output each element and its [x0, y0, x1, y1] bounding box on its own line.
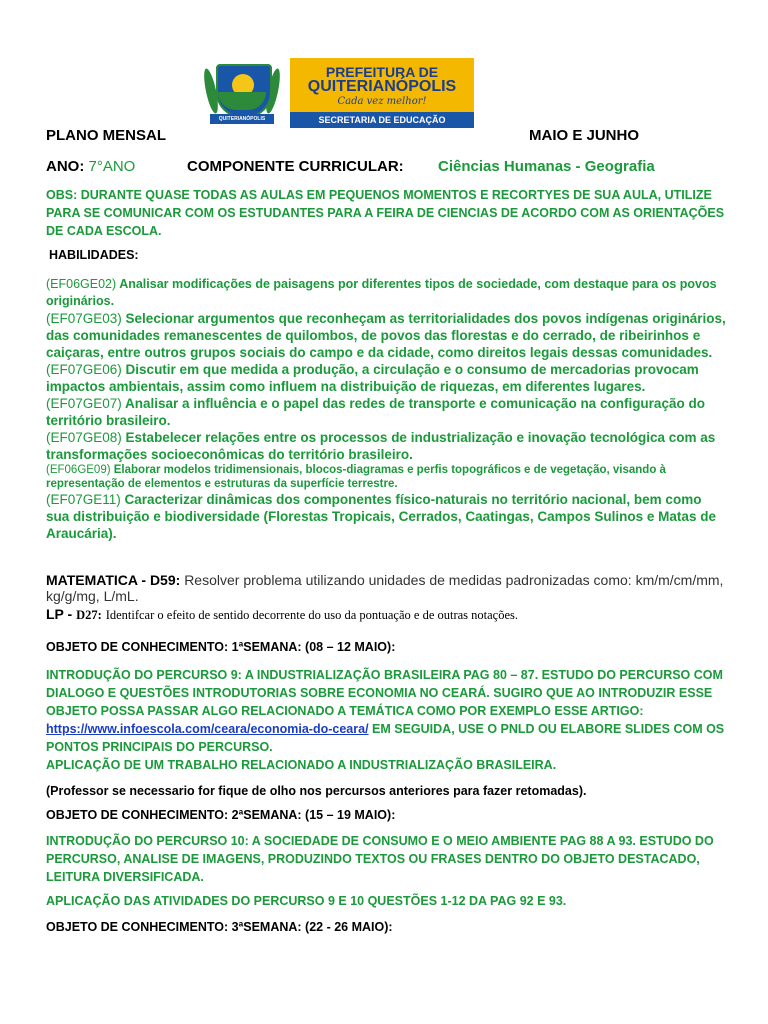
habilidade-text: Elaborar modelos tridimensionais, blocos-diagramas e perfis topográficos e de vegetação, visando à representação de elementos e estruturas da superfície terrestre. — [46, 464, 666, 490]
habilidade-item — [46, 463, 726, 491]
prefeitura-brand — [290, 58, 474, 128]
semana2-intro: INTRODUÇÃO DO PERCURSO 10: A SOCIEDADE DE CONSUMO E O MEIO AMBIENTE PAG 88 A 93. ESTUDO DO PERCURSO, ANALISE DE IMAGENS, PRODUZINDO TEXTOS OU FRASES DENTRO DO OBJETO DESTACADO, LEITURA DIVERSIFICADA. — [46, 834, 714, 884]
habilidade-code: (EF07GE07) — [46, 396, 122, 411]
lp-text: Identifcar o efeito de sentido decorrente do uso da pontuação e de outras notações. — [105, 608, 519, 622]
lp-code: D27: — [76, 608, 102, 622]
semana1-intro — [46, 666, 726, 756]
artigo-link[interactable]: https://www.infoescola.com/ceara/economia-do-ceara/ — [46, 722, 369, 736]
habilidade-code: (EF07GE11) — [46, 492, 121, 507]
habilidades-title: HABILIDADES: — [49, 248, 139, 262]
semana1-aplicacao: APLICAÇÃO DE UM TRABALHO RELACIONADO A INDUSTRIALIZAÇÃO BRASILEIRA. — [46, 758, 557, 772]
crest-ribbon: QUITERIANÓPOLIS — [210, 114, 274, 124]
periodo-title: MAIO E JUNHO — [529, 127, 640, 144]
habilidade-text: Discutir em que medida a produção, a circulação e o consumo de mercadorias provocam impactos ambientais, assim como influem na distribuição de riquezas, em diferentes lugares. — [46, 362, 699, 394]
habilidade-text: Estabelecer relações entre os processos de industrialização e inovação tecnológica com as transformações socioeconômicas do território brasileiro. — [46, 430, 716, 462]
semana2-heading: OBJETO DE CONHECIMENTO: 2ªSEMANA: (15 – 19 MAIO): — [46, 808, 396, 822]
habilidade-text: Caracterizar dinâmicas dos componentes físico-naturais no território nacional, bem como sua distribuição e biodiversidade (Florestas Tropicais, Cerrados, Caatingas, Campos Sulinos e Matas de Araucária). — [46, 492, 716, 541]
brand-line1: PREFEITURA DE — [325, 64, 439, 80]
habilidade-text: Analisar modificações de paisagens por diferentes tipos de sociedade, com destaque para os povos originários. — [46, 277, 717, 308]
semana1-heading: OBJETO DE CONHECIMENTO: 1ªSEMANA: (08 – 12 MAIO): — [46, 640, 396, 654]
ano-value: 7°ANO — [88, 158, 136, 175]
ano-label: ANO: — [46, 158, 85, 175]
habilidade-code: (EF07GE03) — [46, 311, 122, 326]
habilidade-item — [46, 491, 726, 542]
matematica-text: Resolver problema utilizando unidades de medidas padronizadas como: km/m/cm/mm, kg/g/mg, L/mL. — [46, 572, 724, 604]
ano-row — [46, 158, 726, 175]
componente-value: Ciências Humanas - Geografia — [438, 158, 655, 175]
habilidade-item — [46, 276, 726, 310]
matematica-block — [46, 572, 726, 604]
title-row — [46, 127, 726, 144]
lp-label: LP - — [46, 606, 73, 622]
habilidade-code: (EF07GE08) — [46, 430, 122, 445]
semana1-nota: (Professor se necessario for fique de olho nos percursos anteriores para fazer retomadas). — [46, 784, 587, 798]
habilidade-text: Selecionar argumentos que reconheçam as territorialidades dos povos indígenas originários, das comunidades remanescentes de quilombos, de povos das florestas e do cerrado, de ribeirinhos e caiçaras, entre outros grupos sociais do campo e da cidade, como direitos legais dessas comunidades. — [46, 311, 726, 360]
semana3-heading: OBJETO DE CONHECIMENTO: 3ªSEMANA: (22 - 26 MAIO): — [46, 920, 393, 934]
habilidade-item — [46, 395, 726, 429]
plano-title: PLANO MENSAL — [46, 127, 166, 144]
brand-line2: QUITERIANÓPOLIS — [307, 78, 457, 95]
semana1-intro-text: INTRODUÇÃO DO PERCURSO 9: A INDUSTRIALIZAÇÃO BRASILEIRA PAG 80 – 87. ESTUDO DO PERCURSO COM DIALOGO E QUESTÕES INTRODUTORIAS SOBRE ECONOMIA NO CEARÁ. SUGIRO QUE AO INTRODUZIR ESSE OBJETO POSSA PASSAR ALGO RELACIONADO A TEMÁTICA COMO POR EXEMPLO ESSE ARTIGO: — [46, 668, 723, 718]
habilidades-list — [46, 276, 726, 542]
habilidade-code: (EF07GE06) — [46, 362, 122, 377]
lp-block — [46, 606, 726, 623]
obs-paragraph: OBS: DURANTE QUASE TODAS AS AULAS EM PEQUENOS MOMENTOS E RECORTYES DE SUA AULA, UTILIZE PARA SE COMUNICAR COM OS ESTUDANTES PARA A FEIRA DE CIENCIAS DE ACORDO COM AS ORIENTAÇÕES DE CADA ESCOLA. — [46, 188, 725, 238]
habilidade-item — [46, 429, 726, 463]
brand-strip: SECRETARIA DE EDUCAÇÃO — [290, 112, 474, 128]
habilidade-text: Analisar a influência e o papel das redes de transporte e comunicação na configuração do território brasileiro. — [46, 396, 705, 428]
semana1-intro-after: EM SEGUIDA, USE O PNLD OU ELABORE SLIDES COM OS PONTOS PRINCIPAIS DO PERCURSO. — [46, 722, 725, 754]
header-logo — [202, 58, 476, 128]
habilidade-item — [46, 310, 726, 395]
componente-label: COMPONENTE CURRICULAR: — [187, 158, 404, 175]
habilidade-code: (EF06GE02) — [46, 277, 117, 291]
semana2-aplicacao: APLICAÇÃO DAS ATIVIDADES DO PERCURSO 9 E 10 QUESTÕES 1-12 DA PAG 92 E 93. — [46, 894, 567, 908]
matematica-label: MATEMATICA - D59: — [46, 572, 181, 588]
habilidade-code: (EF06GE09) — [46, 464, 111, 476]
brand-slogan: Cada vez melhor! — [337, 96, 427, 107]
municipal-crest-icon — [202, 58, 282, 128]
